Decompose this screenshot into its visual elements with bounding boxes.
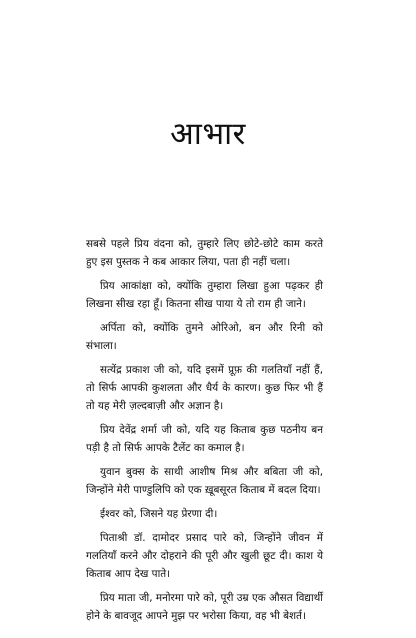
paragraph-5: प्रिय देवेंद्र शर्मा जी को, यदि यह किताब कुछ पठनीय बन पड़ी है तो सिर्फ आपके टैलेंट का कमाल है। (86, 424, 323, 454)
paragraph-6: युवान बुक्स के साथी आशीष मिश्र और बबिता जी को, जिन्होंने मेरी पाण्डुलिपि को एक ख़ूबसूरत किताब में बदल दिया। (86, 466, 323, 496)
paragraph-9: प्रिय माता जी, मनोरमा पारे को, पूरी उम्र एक औसत विद्यार्थी होने के बावजूद आपने मुझ पर भरोसा किया, वह भी बेशर्त। (86, 592, 323, 622)
paragraph-4: सत्येंद्र प्रकाश जी को, यदि इसमें प्रूफ़ की गलतियाँ नहीं हैं, तो सिर्फ आपकी कुशलता और धैर्य के कारण। कुछ फिर भी हैं तो यह मेरी ज़ल्दबाज़ी और अज्ञान है। (86, 364, 323, 412)
paragraph-2: प्रिय आकांक्षा को, क्योंकि तुम्हारा लिखा हुआ पढ़कर ही लिखना सीख रहा हूँ। कितना सीख पाया ये तो राम ही जाने। (86, 280, 323, 310)
paragraph-3: अर्पिता को, क्योंकि तुमने ओरिओ, बन और रिनी को संभाला। (86, 322, 323, 352)
page-title: आभार (170, 116, 246, 152)
paragraph-8: पिताश्री डॉ. दामोदर प्रसाद पारे को, जिन्होंने जीवन में गलतियाँ करने और दोहराने की पूरी और खुली छूट दी। काश ये किताब आप देख पाते। (86, 532, 323, 580)
acknowledgement-text (86, 235, 323, 631)
paragraph-1: सबसे पहले प्रिय वंदना को, तुम्हारे लिए छोटे-छोटे काम करते हुए इस पुस्तक ने कब आकार लिया, पता ही नहीं चला। (86, 238, 323, 268)
paragraph-7: ईश्वर को, जिसने यह प्रेरणा दी। (100, 508, 218, 520)
